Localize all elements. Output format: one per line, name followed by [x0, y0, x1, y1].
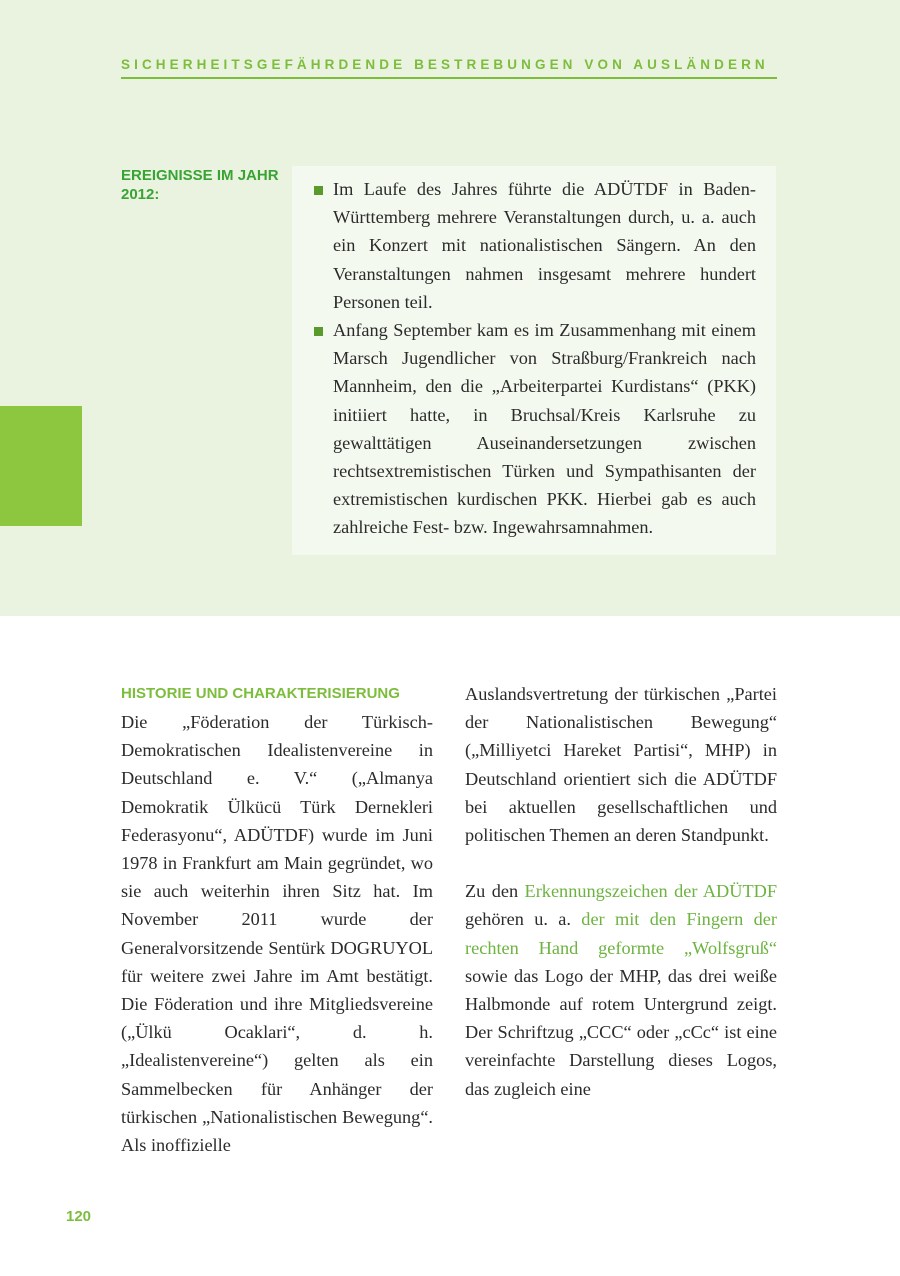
event-item	[314, 316, 756, 542]
square-bullet-icon	[314, 186, 323, 195]
history-text-part: Die „Föderation der Türkisch-Demokratischen Idealistenvereine in Deutschland e. V.“ („Almanya Demokratik Ülkücü Türk Dernekleri Federasyonu“, ADÜTDF) wurde im Juni 1978 in Frankfurt am Main gegründet, wo sie auch weiterhin ihren Sitz hat. Im November 2011 wurde der Generalvorsitzende Sentürk DOGRUYOL für weitere zwei Jahre im Amt bestätigt. Die Föderation und ihre Mitgliedsvereine („Ülkü Ocaklari“, d. h. „Idealistenvereine“) gelten als ein Sammelbecken für Anhänger der türkischen „Nationalistischen Bewegung“. Als inoffizielle	[121, 712, 433, 1156]
history-paragraph-2	[465, 877, 777, 1103]
header-rule	[121, 77, 777, 79]
events-list	[292, 166, 776, 542]
highlight-recognition-signs: Erkennungszeichen der ADÜTDF	[524, 881, 778, 902]
chapter-side-marker	[0, 406, 82, 526]
history-text-part: Auslandsvertretung der türkischen „Partei der Nationalistischen Bewegung“ („Milliyetci Hareket Partisi“, MHP) in Deutschland orientiert sich die ADÜTDF bei aktuellen gesellschaftlichen und politischen Themen an deren Standpunkt.	[465, 684, 777, 846]
events-label: EREIGNISSE IM JAHR 2012:	[121, 167, 279, 203]
page-number: 120	[66, 1208, 92, 1225]
section-heading: HISTORIE UND CHARAKTERISIERUNG	[121, 685, 400, 702]
history-paragraph-1-continued	[465, 680, 777, 849]
event-text: Anfang September kam es im Zusammenhang mit einem Marsch Jugendlicher von Straßburg/Frankreich nach Mannheim, den die „Arbeiterpartei Kurdistans“ (PKK) initiiert hatte, in Bruchsal/Kreis Karlsruhe zu gewalttätigen Auseinandersetzungen zwischen rechtsextremistischen Türken und Sympathisanten der extremistischen kurdischen PKK. Hierbei gab es auch zahlreiche Fest- bzw. Ingewahrsamnahmen.	[333, 320, 756, 538]
history-column-left	[121, 680, 433, 1159]
events-box	[292, 166, 776, 555]
paragraph-text: Zu den	[465, 881, 525, 902]
event-text: Im Laufe des Jahres führte die ADÜTDF in Baden-Württemberg mehrere Veranstaltungen durch, u. a. auch ein Konzert mit nationalistischen Sängern. An den Veranstaltungen nahmen insgesamt mehrere hundert Personen teil.	[333, 179, 756, 312]
paragraph-text: gehören u. a.	[465, 909, 582, 930]
running-header-title: SICHERHEITSGEFÄHRDENDE BESTREBUNGEN VON AUSLÄNDERN	[121, 57, 769, 72]
event-item	[314, 175, 756, 316]
history-paragraph-1	[121, 708, 433, 1159]
paragraph-text: sowie das Logo der MHP, das drei weiße Halbmonde auf rotem Untergrund zeigt. Der Schriftzug „CCC“ oder „cCc“ ist eine vereinfachte Darstellung dieses Logos, das zugleich eine	[465, 965, 777, 1099]
history-column-right	[465, 680, 777, 1103]
square-bullet-icon	[314, 327, 323, 336]
highlight-wolf-salute: der mit den Fingern der rechten Hand geformte „Wolfsgruß“	[465, 909, 777, 958]
